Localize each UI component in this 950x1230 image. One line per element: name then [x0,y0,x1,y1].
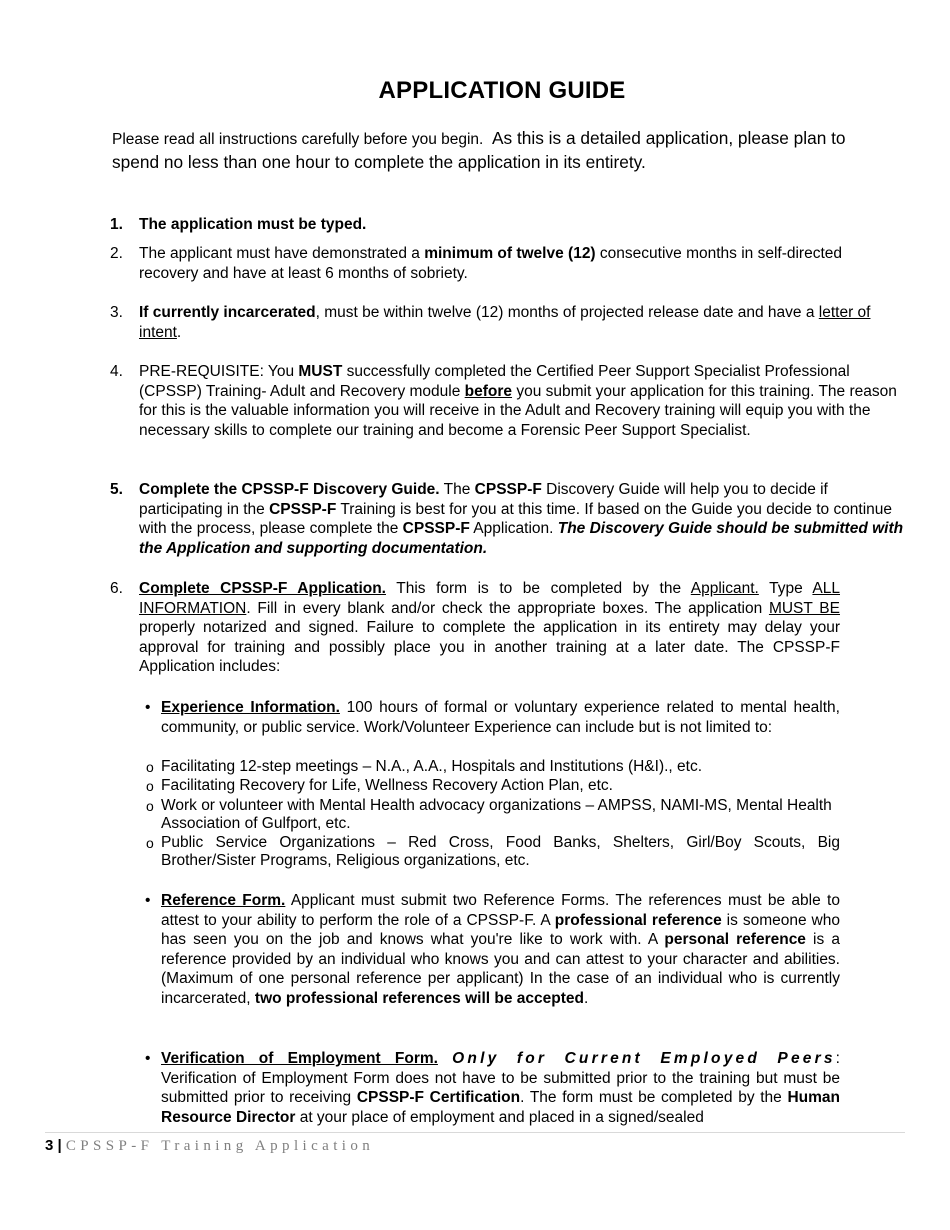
list-item-2: 2. The applicant must have demonstrated a minimum of twelve (12) consecutive months in self-directed recovery and have at least 6 months of sobriety. [110,245,843,282]
footer-label: CPSSP-F Training Application [65,1138,375,1154]
item-number: 5. [110,481,123,498]
bullet-experience-information: • Experience Information. 100 hours of formal or voluntary experience related to mental health, community, or public service. Work/Volunteer Experience can include but is not limited to: [145,699,840,736]
page-number: 3 [45,1137,54,1154]
intro-part2: As this is a detailed application, please plan to spend no less than one hour to complete the application in its entirety. [112,128,846,172]
list-item-5: 5. Complete the CPSSP-F Discovery Guide. The CPSSP-F Discovery Guide will help you to decide if participating in the CPSSP-F Training is best for you at this time. If based on the Guide you decide to continue with the process, please complete the CPSSP-F Application. The Discovery Guide should be submitted with the Application and supporting documentation. [110,481,904,557]
list-item-1 [110,215,905,235]
item-number: 4. [110,363,123,380]
item-number: 6. [110,580,123,597]
intro-paragraph [112,127,872,173]
bullet-icon: • [145,892,151,909]
item-text: The application must be typed. [139,216,367,233]
sub-item-2: o Facilitating Recovery for Life, Wellness Recovery Action Plan, etc. [146,777,613,794]
sub-item-3: o Work or volunteer with Mental Health advocacy organizations – AMPSS, NAMI-MS, Mental Health Association of Gulfport, etc. [146,797,832,832]
page-footer [45,1132,905,1155]
bullet-icon: • [145,699,151,716]
footer-separator: | [57,1137,62,1154]
sub-item-4: o Public Service Organizations – Red Cross, Food Banks, Shelters, Girl/Boy Scouts, Big Brother/Sister Programs, Religious organizations, etc. [146,834,840,869]
list-item-3: 3. If currently incarcerated, must be within twelve (12) months of projected release date and have a letter of intent. [110,304,871,341]
item-number: 2. [110,245,123,262]
circle-bullet-icon: o [146,835,154,851]
circle-bullet-icon: o [146,759,154,775]
circle-bullet-icon: o [146,778,154,794]
bullet-verification-of-employment: • Verification of Employment Form. Only for Current Employed Peers: Verification of Employment Form does not have to be submitted prior to the training but must be submitted prior to receiving CPSSP-F Certification. The form must be completed by the Human Resource Director at your place of employment and placed in a signed/sealed [145,1050,841,1126]
item-number: 1. [110,216,123,233]
item-number: 3. [110,304,123,321]
list-item-6: 6. Complete CPSSP-F Application. This form is to be completed by the Applicant. Type ALL INFORMATION. Fill in every blank and/or check the appropriate boxes. The application MUST BE properly notarized and signed. Failure to complete the application in its entirety may delay your approval for training and possibly place you in another training at a later date. The CPSSP-F Application includes: [110,580,840,676]
page-title: APPLICATION GUIDE [378,77,626,104]
bullet-icon: • [145,1050,151,1067]
circle-bullet-icon: o [146,798,154,814]
bullet-reference-form: • Reference Form. Applicant must submit two Reference Forms. The references must be able to attest to your ability to perform the role of a CPSSP-F. A professional reference is someone who has seen you on the job and knows what you're like to work with. A personal reference is a reference provided by an individual who knows you and can attest to your character and abilities. (Maximum of one personal reference per applicant) In the case of an individual who is currently incarcerated, two professional references will be accepted. [145,892,840,1007]
intro-part1: Please read all instructions carefully before you begin. [112,131,484,148]
sub-item-1: o Facilitating 12-step meetings – N.A., A.A., Hospitals and Institutions (H&I)., etc. [146,758,703,775]
list-item-4: 4. PRE-REQUISITE: You MUST successfully completed the Certified Peer Support Specialist Professional (CPSSP) Training- Adult and Recovery module before you submit your application for this training. The reason for this is the valuable information you will receive in the Adult and Recovery training will equip you with the necessary skills to complete our training and become a Forensic Peer Support Specialist. [110,363,897,439]
